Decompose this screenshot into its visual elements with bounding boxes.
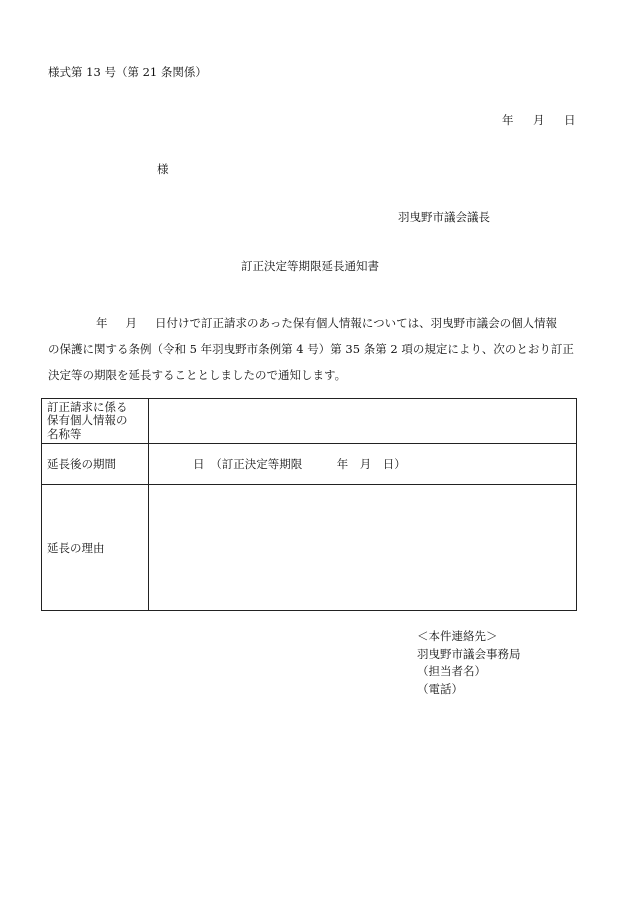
sender: 羽曳野市議会議長 [398, 210, 490, 224]
date-year: 年 [502, 113, 514, 127]
body-line-1-text: 日付けで訂正請求のあった保有個人情報については、羽曳野市議会の個人情報 [155, 316, 558, 330]
body-text-line-2: の保護に関する条例（令和 5 年羽曳野市条例第 4 号）第 35 条第 2 項の規定により、次のとおり訂正 [48, 342, 574, 356]
table-row [42, 399, 577, 444]
document-title: 訂正決定等期限延長通知書 [241, 259, 379, 273]
value-extension-reason [149, 485, 577, 611]
body-date-month: 月 [125, 316, 137, 330]
value-record-name [149, 399, 577, 444]
contact-block [417, 628, 521, 698]
label-record-name-line-3: 名称等 [47, 426, 82, 441]
contact-person: （担当者名） [417, 664, 486, 678]
value-extended-period [149, 444, 577, 485]
label-record-name [42, 399, 149, 444]
body-text-line-1 [96, 315, 557, 331]
body-text-line-3: 決定等の期限を延長することとしましたので通知します。 [48, 368, 347, 382]
contact-heading: ＜本件連絡先＞ [417, 629, 498, 643]
info-table [41, 398, 577, 611]
label-record-name-line-1: 訂正請求に係る [47, 399, 128, 414]
table-row [42, 485, 577, 611]
label-record-name-line-2: 保有個人情報の [47, 413, 128, 428]
body-date-year: 年 [96, 316, 108, 330]
label-extended-period: 延長後の期間 [42, 444, 149, 485]
date-line [502, 112, 576, 128]
label-extension-reason: 延長の理由 [42, 485, 149, 611]
form-number: 様式第 13 号（第 21 条関係） [48, 65, 207, 79]
contact-office: 羽曳野市議会事務局 [417, 646, 521, 661]
date-day: 日 [564, 113, 576, 127]
table-row [42, 444, 577, 485]
period-value-text: 日 （訂正決定等期限 年 月 日） [193, 457, 406, 471]
contact-phone: （電話） [417, 681, 463, 696]
addressee: 様 [157, 162, 169, 176]
date-month: 月 [533, 113, 545, 127]
